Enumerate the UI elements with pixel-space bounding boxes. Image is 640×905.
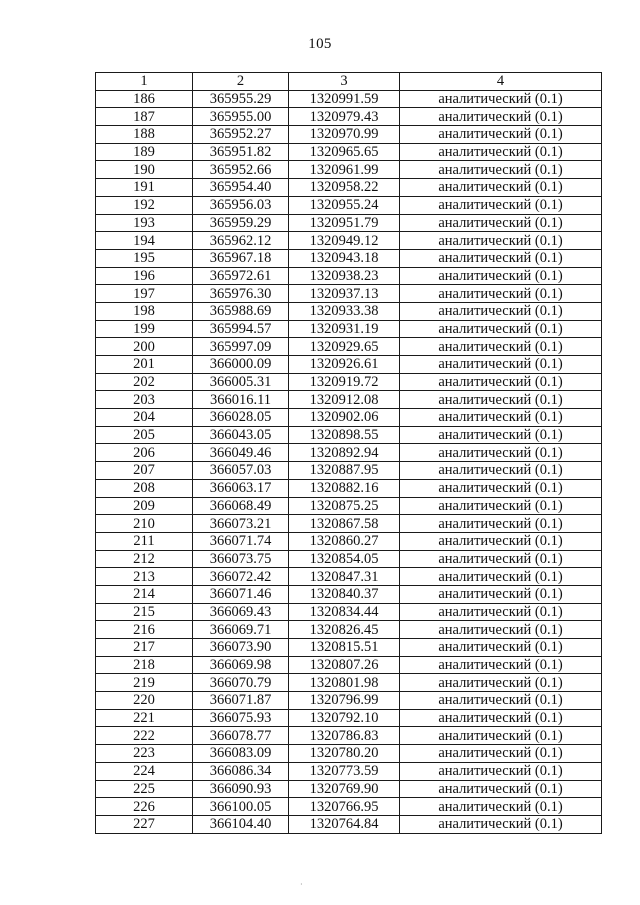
x-coordinate-cell: 366100.05 bbox=[193, 798, 289, 816]
table-row bbox=[96, 320, 602, 338]
method-cell: аналитический (0.1) bbox=[400, 90, 602, 108]
x-coordinate-cell: 366063.17 bbox=[193, 479, 289, 497]
method-cell: аналитический (0.1) bbox=[400, 249, 602, 267]
y-coordinate-cell: 1320801.98 bbox=[289, 674, 400, 692]
table-row bbox=[96, 709, 602, 727]
table-row bbox=[96, 762, 602, 780]
y-coordinate-cell: 1320792.10 bbox=[289, 709, 400, 727]
table-row bbox=[96, 338, 602, 356]
point-number-cell: 205 bbox=[96, 426, 193, 444]
x-coordinate-cell: 366057.03 bbox=[193, 462, 289, 480]
point-number-cell: 219 bbox=[96, 674, 193, 692]
method-cell: аналитический (0.1) bbox=[400, 161, 602, 179]
header-row bbox=[96, 73, 602, 91]
point-number-cell: 227 bbox=[96, 815, 193, 833]
y-coordinate-cell: 1320826.45 bbox=[289, 621, 400, 639]
point-number-cell: 201 bbox=[96, 356, 193, 374]
point-number-cell: 213 bbox=[96, 568, 193, 586]
method-cell: аналитический (0.1) bbox=[400, 285, 602, 303]
point-number-cell: 193 bbox=[96, 214, 193, 232]
x-coordinate-cell: 365955.00 bbox=[193, 108, 289, 126]
y-coordinate-cell: 1320938.23 bbox=[289, 267, 400, 285]
header-col-1: 1 bbox=[96, 73, 193, 91]
x-coordinate-cell: 366068.49 bbox=[193, 497, 289, 515]
point-number-cell: 224 bbox=[96, 762, 193, 780]
point-number-cell: 225 bbox=[96, 780, 193, 798]
x-coordinate-cell: 365952.66 bbox=[193, 161, 289, 179]
point-number-cell: 221 bbox=[96, 709, 193, 727]
point-number-cell: 186 bbox=[96, 90, 193, 108]
method-cell: аналитический (0.1) bbox=[400, 320, 602, 338]
y-coordinate-cell: 1320961.99 bbox=[289, 161, 400, 179]
method-cell: аналитический (0.1) bbox=[400, 815, 602, 833]
table-row bbox=[96, 550, 602, 568]
point-number-cell: 217 bbox=[96, 639, 193, 657]
point-number-cell: 188 bbox=[96, 126, 193, 144]
x-coordinate-cell: 366071.74 bbox=[193, 532, 289, 550]
method-cell: аналитический (0.1) bbox=[400, 745, 602, 763]
table-row bbox=[96, 143, 602, 161]
table-row bbox=[96, 196, 602, 214]
header-col-4: 4 bbox=[400, 73, 602, 91]
x-coordinate-cell: 365951.82 bbox=[193, 143, 289, 161]
table-row bbox=[96, 656, 602, 674]
y-coordinate-cell: 1320854.05 bbox=[289, 550, 400, 568]
x-coordinate-cell: 365952.27 bbox=[193, 126, 289, 144]
method-cell: аналитический (0.1) bbox=[400, 409, 602, 427]
method-cell: аналитический (0.1) bbox=[400, 798, 602, 816]
method-cell: аналитический (0.1) bbox=[400, 479, 602, 497]
y-coordinate-cell: 1320892.94 bbox=[289, 444, 400, 462]
coordinates-table bbox=[95, 72, 602, 834]
point-number-cell: 204 bbox=[96, 409, 193, 427]
x-coordinate-cell: 366075.93 bbox=[193, 709, 289, 727]
method-cell: аналитический (0.1) bbox=[400, 126, 602, 144]
point-number-cell: 223 bbox=[96, 745, 193, 763]
x-coordinate-cell: 365954.40 bbox=[193, 179, 289, 197]
y-coordinate-cell: 1320898.55 bbox=[289, 426, 400, 444]
y-coordinate-cell: 1320815.51 bbox=[289, 639, 400, 657]
point-number-cell: 209 bbox=[96, 497, 193, 515]
table-row bbox=[96, 356, 602, 374]
table-row bbox=[96, 639, 602, 657]
table-row bbox=[96, 727, 602, 745]
point-number-cell: 211 bbox=[96, 532, 193, 550]
table-row bbox=[96, 249, 602, 267]
method-cell: аналитический (0.1) bbox=[400, 621, 602, 639]
method-cell: аналитический (0.1) bbox=[400, 709, 602, 727]
y-coordinate-cell: 1320847.31 bbox=[289, 568, 400, 586]
x-coordinate-cell: 366043.05 bbox=[193, 426, 289, 444]
x-coordinate-cell: 366000.09 bbox=[193, 356, 289, 374]
method-cell: аналитический (0.1) bbox=[400, 108, 602, 126]
table-row bbox=[96, 214, 602, 232]
x-coordinate-cell: 366028.05 bbox=[193, 409, 289, 427]
table-row bbox=[96, 462, 602, 480]
table-row bbox=[96, 409, 602, 427]
method-cell: аналитический (0.1) bbox=[400, 585, 602, 603]
footer-mark: · bbox=[300, 880, 303, 889]
table-row bbox=[96, 568, 602, 586]
y-coordinate-cell: 1320773.59 bbox=[289, 762, 400, 780]
y-coordinate-cell: 1320807.26 bbox=[289, 656, 400, 674]
x-coordinate-cell: 366073.75 bbox=[193, 550, 289, 568]
y-coordinate-cell: 1320929.65 bbox=[289, 338, 400, 356]
y-coordinate-cell: 1320887.95 bbox=[289, 462, 400, 480]
x-coordinate-cell: 366070.79 bbox=[193, 674, 289, 692]
y-coordinate-cell: 1320834.44 bbox=[289, 603, 400, 621]
x-coordinate-cell: 366049.46 bbox=[193, 444, 289, 462]
y-coordinate-cell: 1320955.24 bbox=[289, 196, 400, 214]
x-coordinate-cell: 366016.11 bbox=[193, 391, 289, 409]
y-coordinate-cell: 1320937.13 bbox=[289, 285, 400, 303]
table-row bbox=[96, 285, 602, 303]
point-number-cell: 189 bbox=[96, 143, 193, 161]
y-coordinate-cell: 1320933.38 bbox=[289, 302, 400, 320]
x-coordinate-cell: 366090.93 bbox=[193, 780, 289, 798]
y-coordinate-cell: 1320991.59 bbox=[289, 90, 400, 108]
table-row bbox=[96, 444, 602, 462]
y-coordinate-cell: 1320796.99 bbox=[289, 692, 400, 710]
y-coordinate-cell: 1320943.18 bbox=[289, 249, 400, 267]
y-coordinate-cell: 1320970.99 bbox=[289, 126, 400, 144]
y-coordinate-cell: 1320926.61 bbox=[289, 356, 400, 374]
y-coordinate-cell: 1320919.72 bbox=[289, 373, 400, 391]
y-coordinate-cell: 1320931.19 bbox=[289, 320, 400, 338]
point-number-cell: 197 bbox=[96, 285, 193, 303]
table-row bbox=[96, 232, 602, 250]
y-coordinate-cell: 1320780.20 bbox=[289, 745, 400, 763]
method-cell: аналитический (0.1) bbox=[400, 674, 602, 692]
x-coordinate-cell: 365976.30 bbox=[193, 285, 289, 303]
point-number-cell: 190 bbox=[96, 161, 193, 179]
method-cell: аналитический (0.1) bbox=[400, 338, 602, 356]
table-row bbox=[96, 426, 602, 444]
x-coordinate-cell: 366104.40 bbox=[193, 815, 289, 833]
point-number-cell: 194 bbox=[96, 232, 193, 250]
table-row bbox=[96, 391, 602, 409]
table-row bbox=[96, 621, 602, 639]
x-coordinate-cell: 366083.09 bbox=[193, 745, 289, 763]
table-row bbox=[96, 674, 602, 692]
method-cell: аналитический (0.1) bbox=[400, 639, 602, 657]
x-coordinate-cell: 365956.03 bbox=[193, 196, 289, 214]
y-coordinate-cell: 1320769.90 bbox=[289, 780, 400, 798]
y-coordinate-cell: 1320860.27 bbox=[289, 532, 400, 550]
x-coordinate-cell: 366078.77 bbox=[193, 727, 289, 745]
point-number-cell: 212 bbox=[96, 550, 193, 568]
table-row bbox=[96, 90, 602, 108]
point-number-cell: 191 bbox=[96, 179, 193, 197]
point-number-cell: 206 bbox=[96, 444, 193, 462]
table-row bbox=[96, 603, 602, 621]
method-cell: аналитический (0.1) bbox=[400, 780, 602, 798]
table-row bbox=[96, 692, 602, 710]
x-coordinate-cell: 366071.46 bbox=[193, 585, 289, 603]
point-number-cell: 214 bbox=[96, 585, 193, 603]
table-row bbox=[96, 798, 602, 816]
point-number-cell: 203 bbox=[96, 391, 193, 409]
x-coordinate-cell: 366073.90 bbox=[193, 639, 289, 657]
y-coordinate-cell: 1320902.06 bbox=[289, 409, 400, 427]
x-coordinate-cell: 366069.43 bbox=[193, 603, 289, 621]
y-coordinate-cell: 1320912.08 bbox=[289, 391, 400, 409]
table-row bbox=[96, 585, 602, 603]
method-cell: аналитический (0.1) bbox=[400, 568, 602, 586]
point-number-cell: 198 bbox=[96, 302, 193, 320]
x-coordinate-cell: 366073.21 bbox=[193, 515, 289, 533]
x-coordinate-cell: 365988.69 bbox=[193, 302, 289, 320]
page-number: 105 bbox=[308, 36, 332, 52]
table-row bbox=[96, 479, 602, 497]
x-coordinate-cell: 365967.18 bbox=[193, 249, 289, 267]
method-cell: аналитический (0.1) bbox=[400, 762, 602, 780]
method-cell: аналитический (0.1) bbox=[400, 603, 602, 621]
x-coordinate-cell: 366071.87 bbox=[193, 692, 289, 710]
x-coordinate-cell: 365959.29 bbox=[193, 214, 289, 232]
x-coordinate-cell: 366086.34 bbox=[193, 762, 289, 780]
table-row bbox=[96, 179, 602, 197]
method-cell: аналитический (0.1) bbox=[400, 444, 602, 462]
y-coordinate-cell: 1320958.22 bbox=[289, 179, 400, 197]
method-cell: аналитический (0.1) bbox=[400, 426, 602, 444]
method-cell: аналитический (0.1) bbox=[400, 497, 602, 515]
x-coordinate-cell: 366069.98 bbox=[193, 656, 289, 674]
x-coordinate-cell: 365994.57 bbox=[193, 320, 289, 338]
point-number-cell: 200 bbox=[96, 338, 193, 356]
method-cell: аналитический (0.1) bbox=[400, 515, 602, 533]
y-coordinate-cell: 1320949.12 bbox=[289, 232, 400, 250]
point-number-cell: 187 bbox=[96, 108, 193, 126]
point-number-cell: 192 bbox=[96, 196, 193, 214]
header-col-2: 2 bbox=[193, 73, 289, 91]
method-cell: аналитический (0.1) bbox=[400, 692, 602, 710]
table-row bbox=[96, 126, 602, 144]
method-cell: аналитический (0.1) bbox=[400, 267, 602, 285]
method-cell: аналитический (0.1) bbox=[400, 373, 602, 391]
x-coordinate-cell: 366069.71 bbox=[193, 621, 289, 639]
y-coordinate-cell: 1320786.83 bbox=[289, 727, 400, 745]
y-coordinate-cell: 1320867.58 bbox=[289, 515, 400, 533]
point-number-cell: 195 bbox=[96, 249, 193, 267]
point-number-cell: 218 bbox=[96, 656, 193, 674]
point-number-cell: 215 bbox=[96, 603, 193, 621]
method-cell: аналитический (0.1) bbox=[400, 391, 602, 409]
table-row bbox=[96, 745, 602, 763]
table-row bbox=[96, 815, 602, 833]
table-row bbox=[96, 532, 602, 550]
header-col-3: 3 bbox=[289, 73, 400, 91]
y-coordinate-cell: 1320875.25 bbox=[289, 497, 400, 515]
method-cell: аналитический (0.1) bbox=[400, 214, 602, 232]
method-cell: аналитический (0.1) bbox=[400, 196, 602, 214]
point-number-cell: 210 bbox=[96, 515, 193, 533]
y-coordinate-cell: 1320766.95 bbox=[289, 798, 400, 816]
table-row bbox=[96, 302, 602, 320]
x-coordinate-cell: 365997.09 bbox=[193, 338, 289, 356]
y-coordinate-cell: 1320979.43 bbox=[289, 108, 400, 126]
method-cell: аналитический (0.1) bbox=[400, 143, 602, 161]
x-coordinate-cell: 365972.61 bbox=[193, 267, 289, 285]
point-number-cell: 222 bbox=[96, 727, 193, 745]
method-cell: аналитический (0.1) bbox=[400, 232, 602, 250]
x-coordinate-cell: 365955.29 bbox=[193, 90, 289, 108]
method-cell: аналитический (0.1) bbox=[400, 532, 602, 550]
point-number-cell: 226 bbox=[96, 798, 193, 816]
x-coordinate-cell: 365962.12 bbox=[193, 232, 289, 250]
method-cell: аналитический (0.1) bbox=[400, 550, 602, 568]
x-coordinate-cell: 366005.31 bbox=[193, 373, 289, 391]
method-cell: аналитический (0.1) bbox=[400, 462, 602, 480]
table-row bbox=[96, 780, 602, 798]
point-number-cell: 196 bbox=[96, 267, 193, 285]
y-coordinate-cell: 1320951.79 bbox=[289, 214, 400, 232]
table-header bbox=[96, 73, 602, 91]
y-coordinate-cell: 1320882.16 bbox=[289, 479, 400, 497]
y-coordinate-cell: 1320840.37 bbox=[289, 585, 400, 603]
method-cell: аналитический (0.1) bbox=[400, 656, 602, 674]
point-number-cell: 199 bbox=[96, 320, 193, 338]
point-number-cell: 207 bbox=[96, 462, 193, 480]
point-number-cell: 220 bbox=[96, 692, 193, 710]
point-number-cell: 216 bbox=[96, 621, 193, 639]
method-cell: аналитический (0.1) bbox=[400, 302, 602, 320]
table-row bbox=[96, 267, 602, 285]
x-coordinate-cell: 366072.42 bbox=[193, 568, 289, 586]
method-cell: аналитический (0.1) bbox=[400, 356, 602, 374]
table-row bbox=[96, 161, 602, 179]
table-row bbox=[96, 515, 602, 533]
table-row bbox=[96, 373, 602, 391]
method-cell: аналитический (0.1) bbox=[400, 727, 602, 745]
point-number-cell: 202 bbox=[96, 373, 193, 391]
table-row bbox=[96, 497, 602, 515]
y-coordinate-cell: 1320965.65 bbox=[289, 143, 400, 161]
y-coordinate-cell: 1320764.84 bbox=[289, 815, 400, 833]
table-body bbox=[96, 90, 602, 833]
table-row bbox=[96, 108, 602, 126]
method-cell: аналитический (0.1) bbox=[400, 179, 602, 197]
point-number-cell: 208 bbox=[96, 479, 193, 497]
